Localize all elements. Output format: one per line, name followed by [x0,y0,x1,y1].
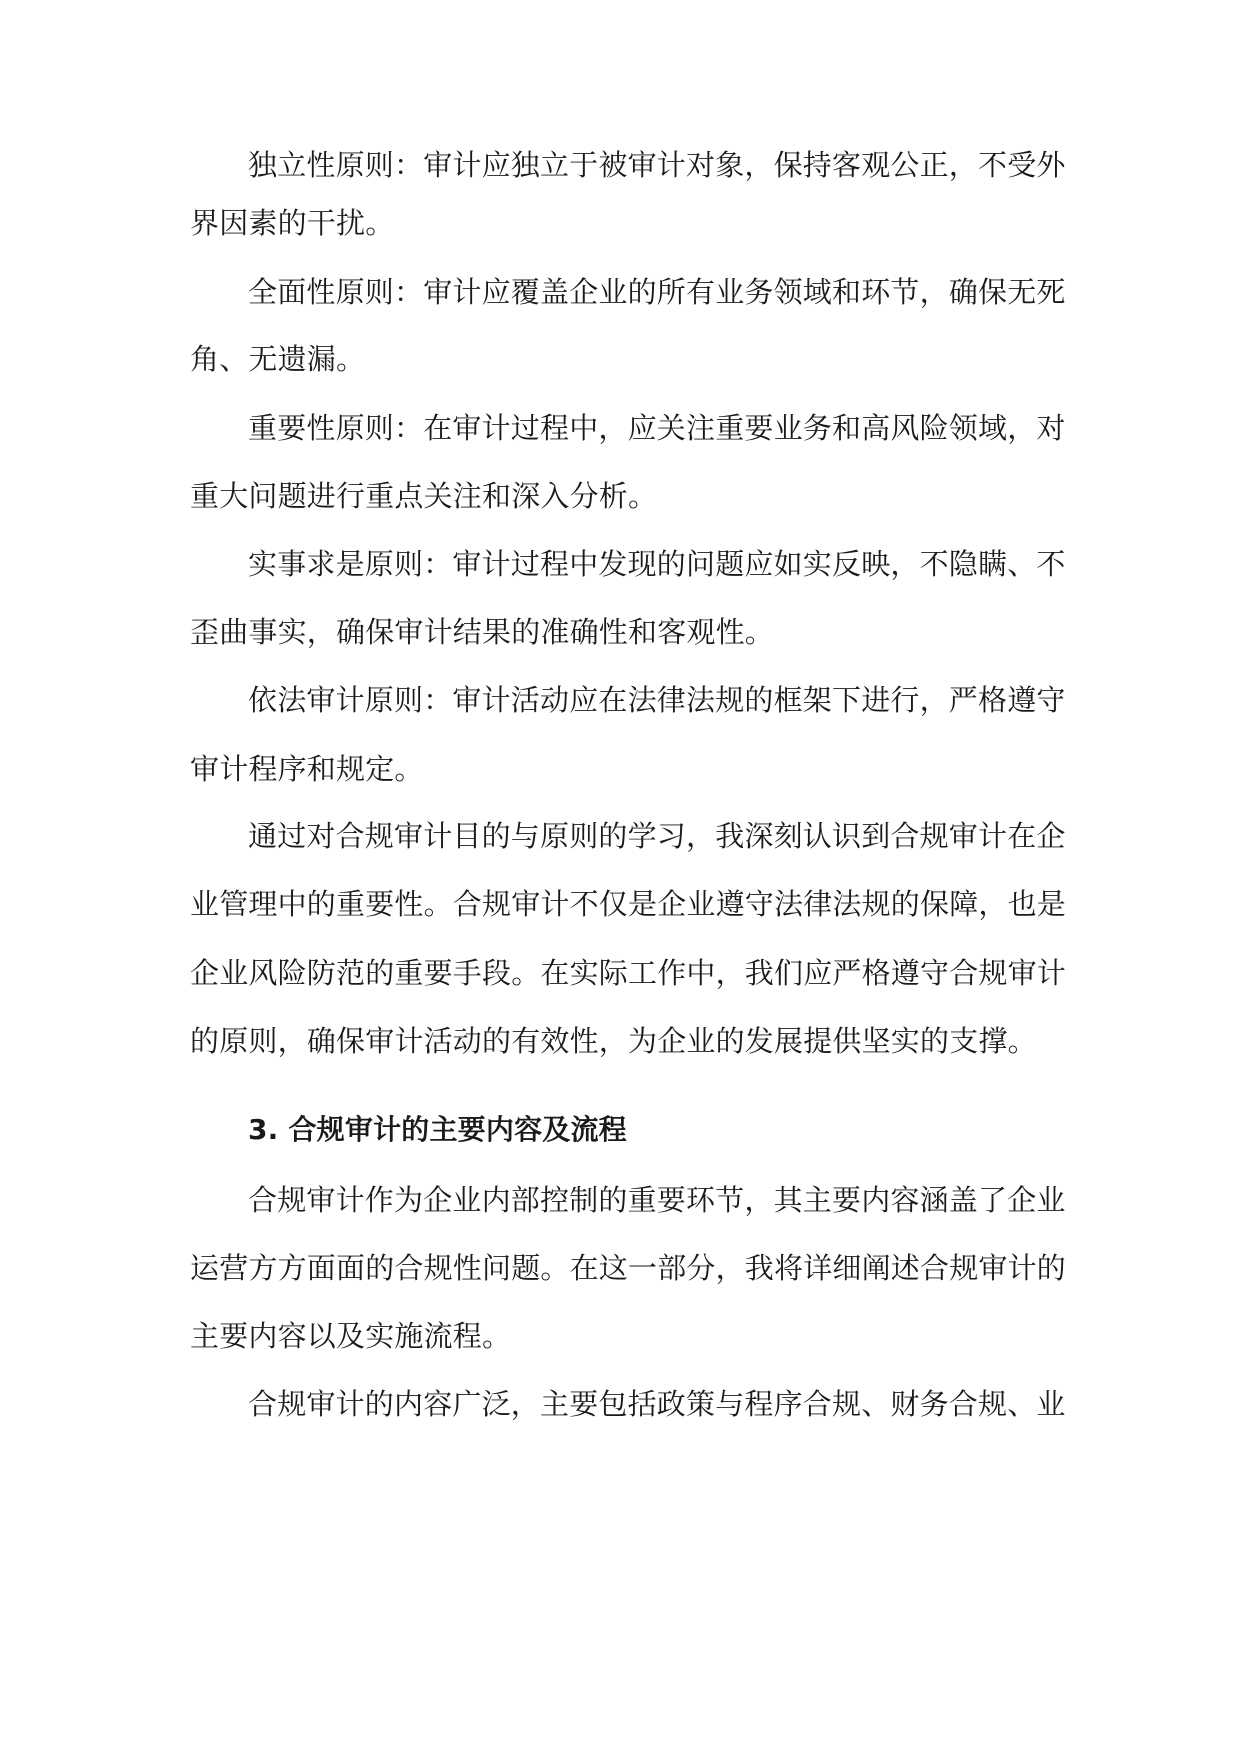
section-paragraph-1-line-3: 主要内容以及实施流程。 [190,1319,512,1353]
paragraph-6-line-4: 的原则，确保审计活动的有效性，为企业的发展提供坚实的支撑。 [190,1024,1037,1058]
paragraph-2-line-2: 角、无遗漏。 [190,342,366,376]
section-paragraph-1-line-2: 运营方方面面的合规性问题。在这一部分，我将详细阐述合规审计的 [190,1251,1067,1285]
paragraph-2-line-1: 全面性原则：审计应覆盖企业的所有业务领域和环节，确保无死 [248,275,1066,309]
paragraph-6-line-1: 通过对合规审计目的与原则的学习，我深刻认识到合规审计在企 [248,819,1066,853]
paragraph-5-line-1: 依法审计原则：审计活动应在法律法规的框架下进行，严格遵守 [248,683,1066,717]
section-paragraph-1-line-1: 合规审计作为企业内部控制的重要环节，其主要内容涵盖了企业 [248,1183,1066,1217]
paragraph-3-line-1: 重要性原则：在审计过程中，应关注重要业务和高风险领域，对 [248,411,1066,445]
section-paragraph-2-line-1: 合规审计的内容广泛，主要包括政策与程序合规、财务合规、业 [248,1387,1066,1421]
paragraph-1-line-1: 独立性原则：审计应独立于被审计对象，保持客观公正，不受外 [248,148,1066,182]
paragraph-4-line-1: 实事求是原则：审计过程中发现的问题应如实反映，不隐瞒、不 [248,547,1066,581]
paragraph-6-line-3: 企业风险防范的重要手段。在实际工作中，我们应严格遵守合规审计 [190,956,1067,990]
paragraph-5-line-2: 审计程序和规定。 [190,752,424,786]
paragraph-1-line-2: 界因素的干扰。 [190,206,395,240]
paragraph-3-line-2: 重大问题进行重点关注和深入分析。 [190,479,658,513]
paragraph-4-line-2: 歪曲事实，确保审计结果的准确性和客观性。 [190,615,775,649]
paragraph-6-line-2: 业管理中的重要性。合规审计不仅是企业遵守法律法规的保障，也是 [190,887,1067,921]
section-heading: 3. 合规审计的主要内容及流程 [248,1113,627,1146]
